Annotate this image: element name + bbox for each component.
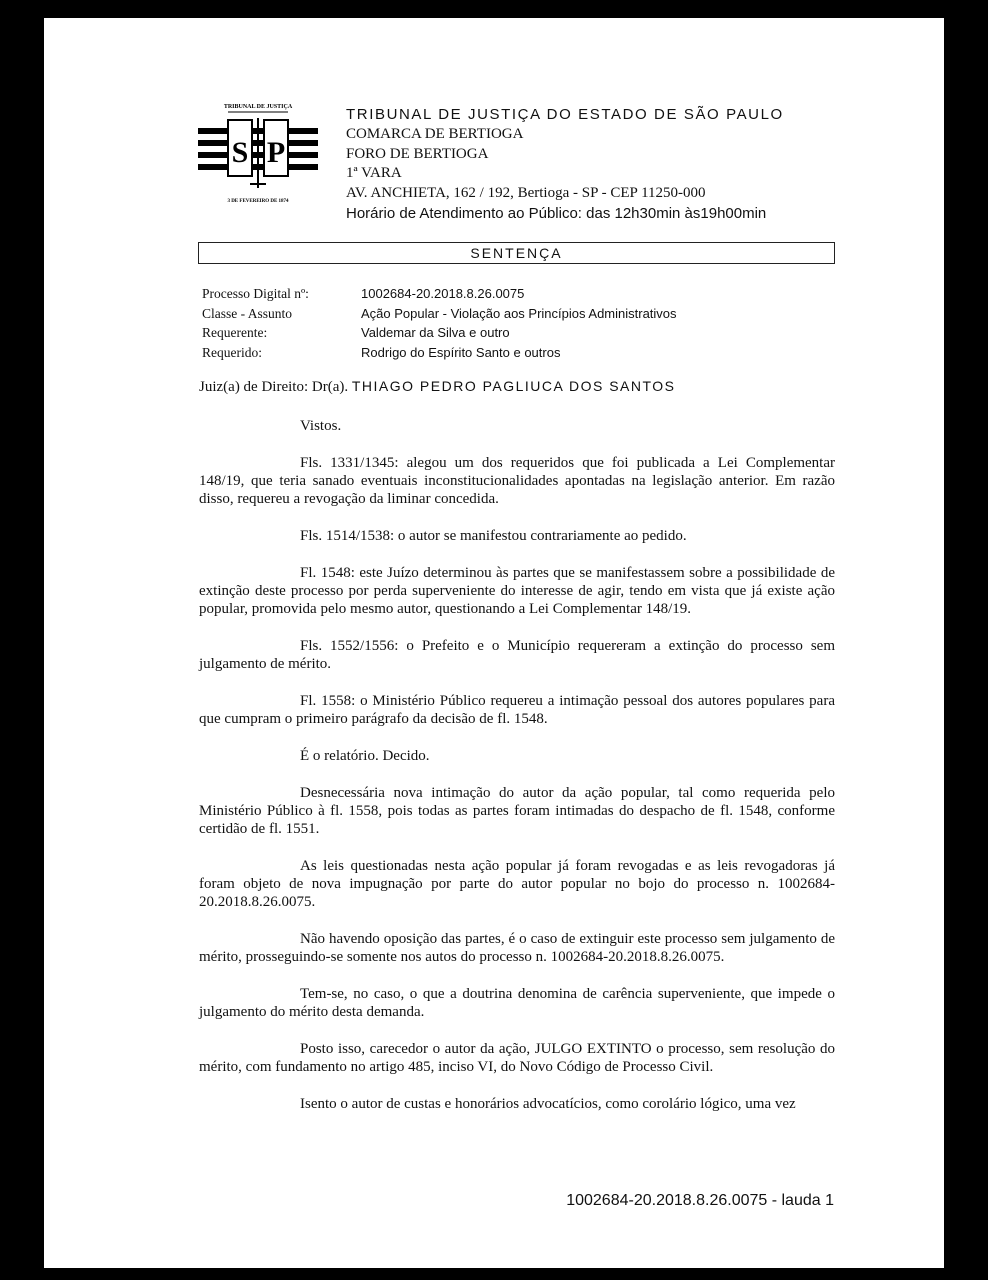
- court-header: [346, 105, 784, 224]
- document-page: [44, 18, 944, 1268]
- meta-value: Valdemar da Silva e outro: [361, 325, 510, 340]
- foro-line: FORO DE BERTIOGA: [346, 145, 489, 162]
- paragraph: As leis questionadas nesta ação popular já foram revogadas e as leis revogadoras já foram objeto de nova impugnação por parte do autor popular no bojo do processo n. 1002684-20.2018.8.26.0075.: [199, 858, 835, 910]
- meta-row: [202, 343, 677, 363]
- document-title: SENTENÇA: [198, 242, 835, 264]
- paragraph: É o relatório. Decido.: [300, 748, 430, 764]
- meta-value: 1002684-20.2018.8.26.0075: [361, 286, 525, 301]
- case-metadata: [202, 284, 677, 362]
- meta-value: Ação Popular - Violação aos Princípios Administrativos: [361, 305, 677, 321]
- paragraph: Fl. 1558: o Ministério Público requereu a intimação pessoal dos autores populares para que cumpram o primeiro parágrafo da decisão de fl. 1548.: [199, 693, 835, 727]
- paragraph: Posto isso, carecedor o autor da ação, JULGO EXTINTO o processo, sem resolução do mérito, com fundamento no artigo 485, inciso VI, do Novo Código de Processo Civil.: [199, 1041, 835, 1075]
- sentence-body: [199, 417, 835, 1132]
- tjsp-seal-logo: [198, 98, 318, 212]
- paragraph: Fls. 1552/1556: o Prefeito e o Município requereram a extinção do processo sem julgamento de mérito.: [199, 638, 835, 672]
- paragraph: Desnecessária nova intimação do autor da ação popular, tal como requerida pelo Ministério Público à fl. 1558, pois todas as partes foram intimadas do despacho de fl. 1548, conforme certidão de fl. 1551.: [199, 785, 835, 837]
- paragraph: Não havendo oposição das partes, é o caso de extinguir este processo sem julgamento de mérito, prosseguindo-se somente nos autos do processo n. 1002684-20.2018.8.26.0075.: [199, 931, 835, 965]
- meta-key: Classe - Assunto: [202, 305, 293, 321]
- seal-bottom-text: 3 DE FEVEREIRO DE 1874: [227, 199, 289, 204]
- paragraph: Isento o autor de custas e honorários advocatícios, como corolário lógico, uma vez: [300, 1096, 796, 1112]
- paragraph: Fl. 1548: este Juízo determinou às partes que se manifestassem sobre a possibilidade de extinção deste processo por perda superveniente do interesse de agir, tendo em vista que já existe ação popular, promovida pelo mesmo autor, questionando a Lei Complementar 148/19.: [199, 565, 835, 617]
- svg-text:S: S: [231, 136, 249, 169]
- page-footer: 1002684-20.2018.8.26.0075 - lauda 1: [566, 1192, 834, 1209]
- vara-line: 1ª VARA: [346, 165, 402, 182]
- hours-line: Horário de Atendimento ao Público: das 12h30min às19h00min: [346, 204, 767, 222]
- paragraph: Fls. 1331/1345: alegou um dos requeridos que foi publicada a Lei Complementar 148/19, que teria sanado eventuais inconstitucionalidades apontadas na legislação anterior. Em razão disso, requereu a revogação da liminar concedida.: [199, 455, 835, 507]
- judge-label: Juiz(a) de Direito: Dr(a).: [199, 379, 352, 395]
- judge-line: [199, 378, 676, 396]
- svg-text:P: P: [266, 136, 286, 169]
- meta-row: [202, 304, 677, 324]
- paragraph: Tem-se, no caso, o que a doutrina denomina de carência superveniente, que impede o julgamento do mérito desta demanda.: [199, 986, 835, 1020]
- meta-value: Rodrigo do Espírito Santo e outros: [361, 344, 561, 360]
- comarca-line: COMARCA DE BERTIOGA: [346, 125, 524, 142]
- paragraph: Vistos.: [300, 418, 342, 434]
- judge-name: THIAGO PEDRO PAGLIUCA DOS SANTOS: [351, 378, 676, 394]
- meta-row: [202, 323, 677, 343]
- address-line: AV. ANCHIETA, 162 / 192, Bertioga - SP - CEP 11250-000: [346, 185, 706, 202]
- meta-key: Requerente:: [202, 325, 268, 340]
- meta-key: Requerido:: [202, 344, 262, 360]
- court-name: TRIBUNAL DE JUSTIÇA DO ESTADO DE SÃO PAULO: [346, 106, 784, 123]
- seal-top-text: TRIBUNAL DE JUSTIÇA: [223, 104, 293, 110]
- meta-row: [202, 284, 677, 304]
- paragraph: Fls. 1514/1538: o autor se manifestou contrariamente ao pedido.: [300, 528, 687, 544]
- meta-key: Processo Digital nº:: [202, 286, 309, 301]
